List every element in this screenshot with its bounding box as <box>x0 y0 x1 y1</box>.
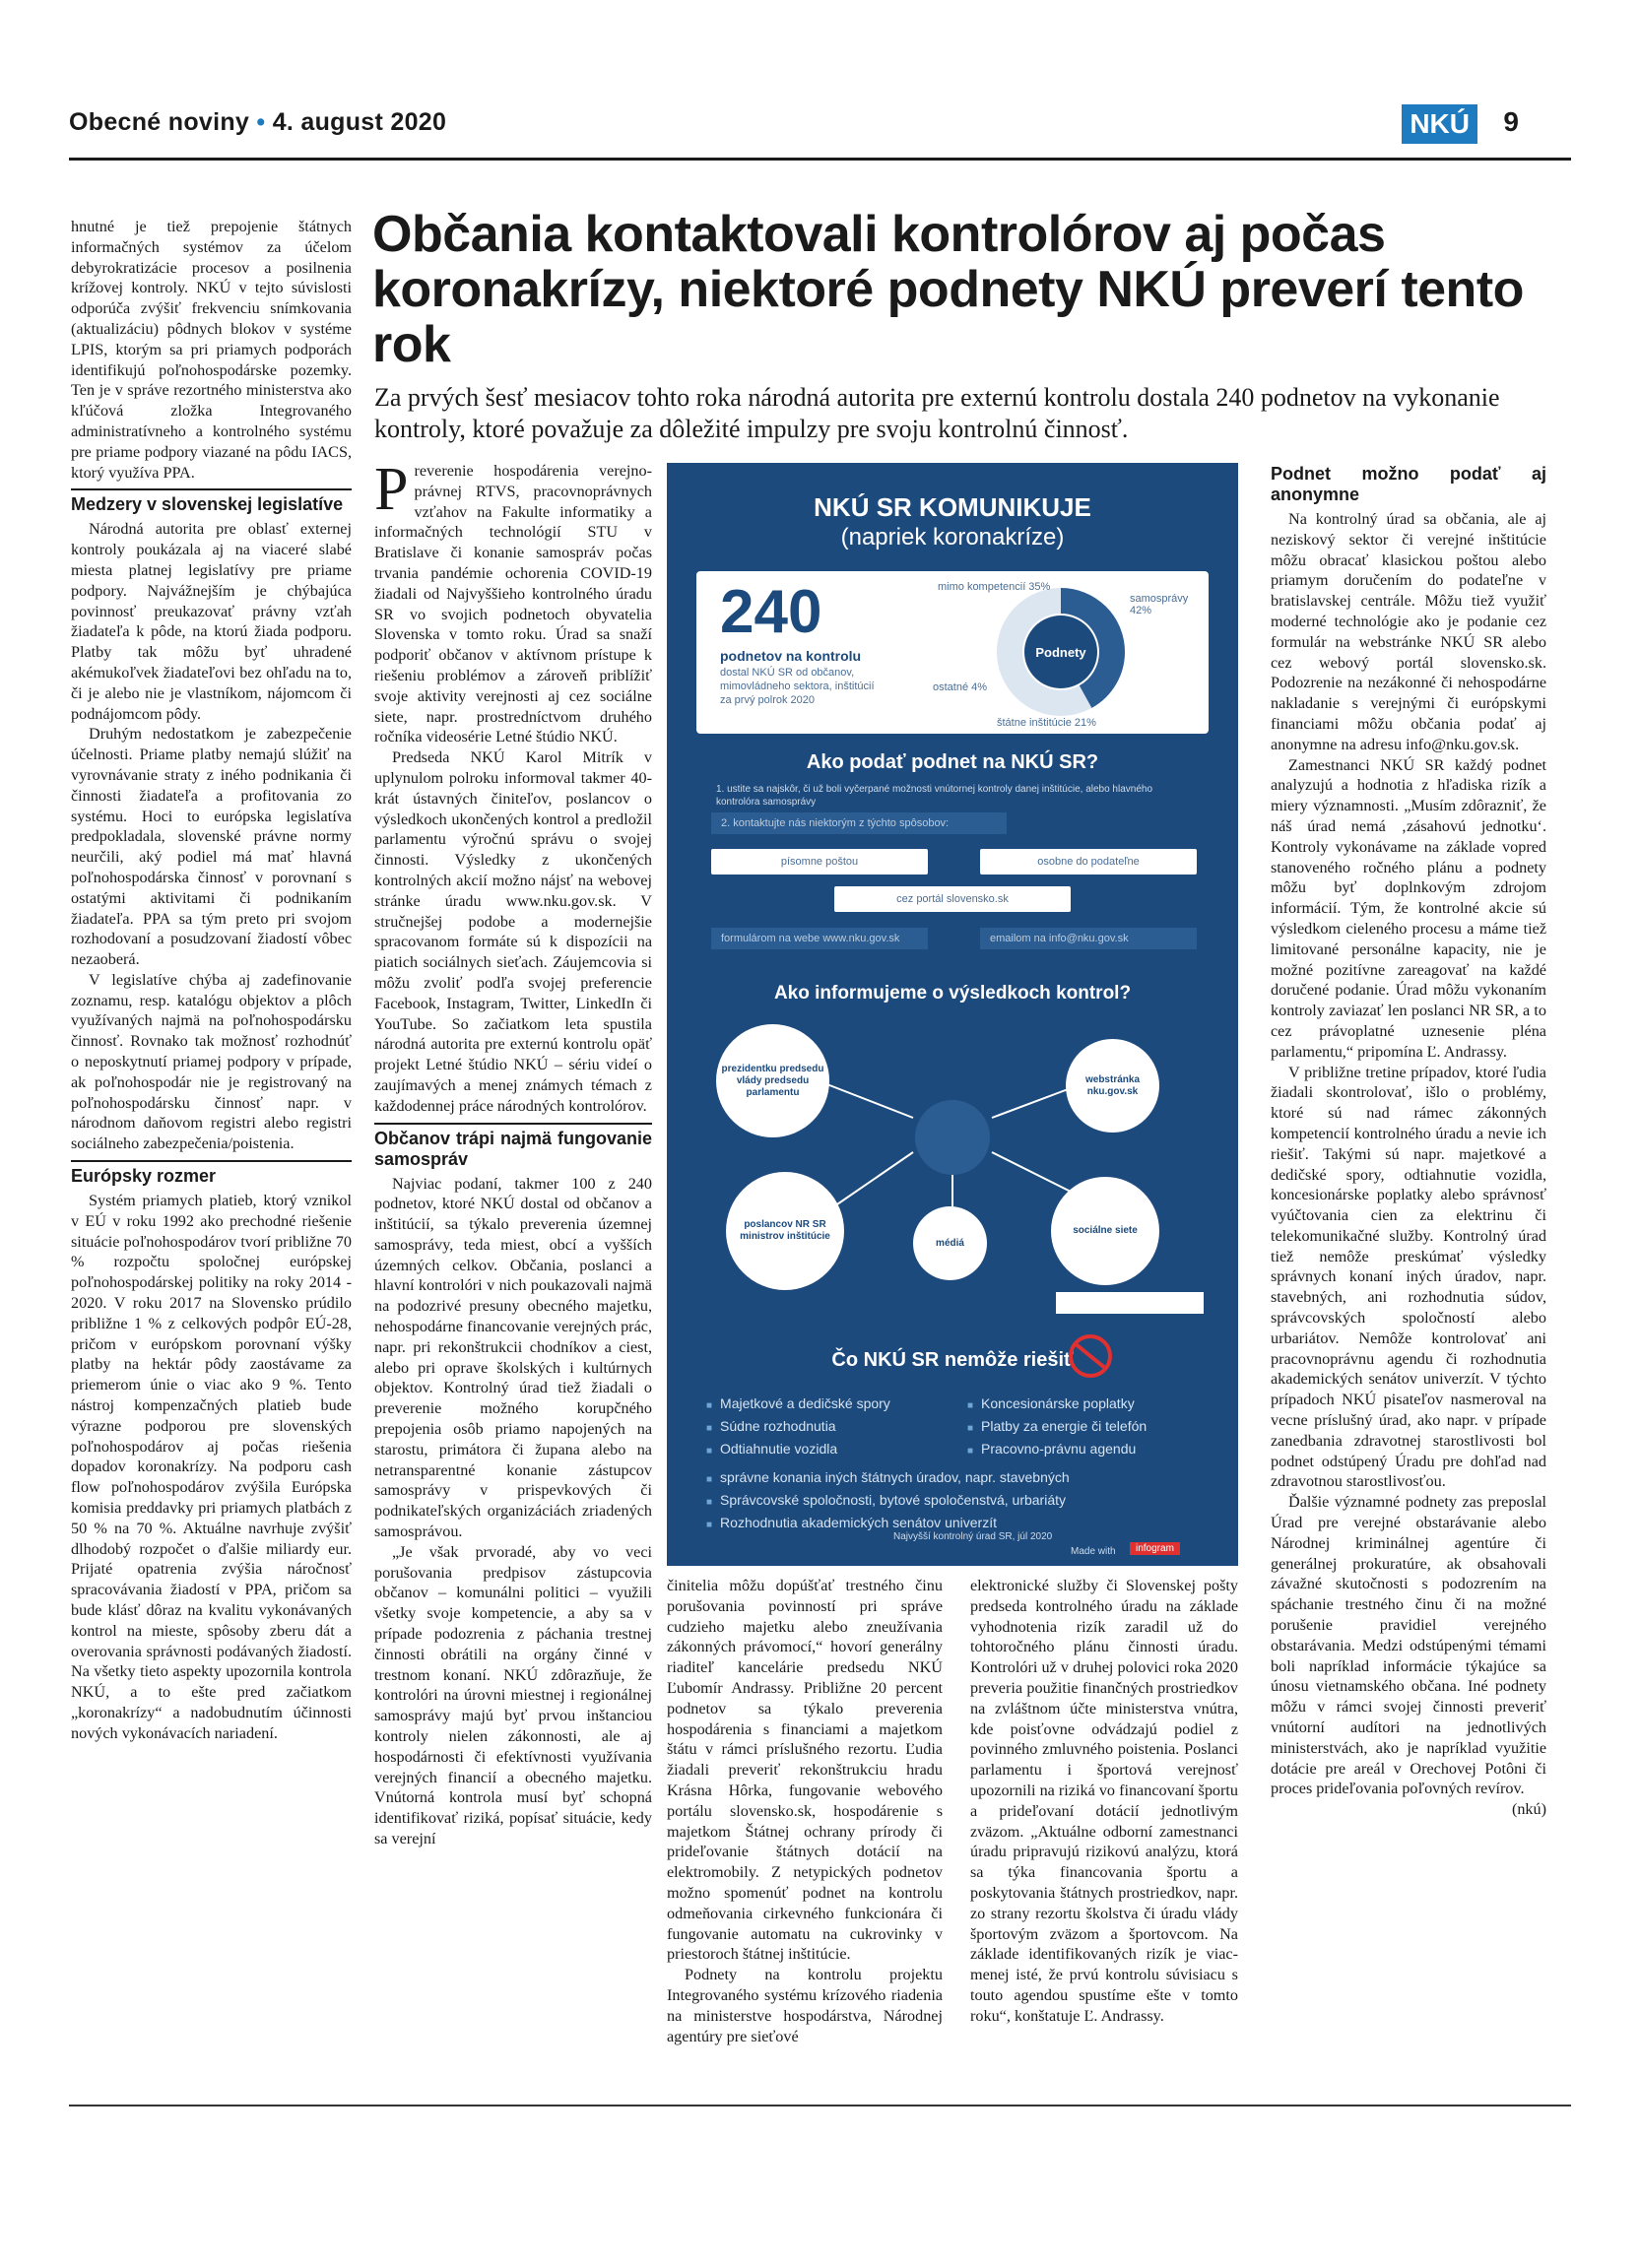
list-item: ■ správne konania iných štátnych úradov, napr. stavebných <box>706 1467 1218 1490</box>
donut-label: štátne inštitúcie 21% <box>997 717 1096 729</box>
column-1 <box>71 217 352 1744</box>
stats-card <box>696 571 1209 734</box>
section-title: Čo NKÚ SR nemôže riešiť <box>831 1349 1074 1371</box>
node-president: prezidentku predsedu vlády predsedu parlamentu <box>716 1024 829 1137</box>
paragraph: Zamestnanci NKÚ SR každý podnet analyzujú a hodnotia z hľadiska rizík a miery významnosti. „Musím zdôrazniť, že náš úrad nemá ‚zásahovú jednotku‘. Kontroly vykonávame na základe vopred stanoveného ročného plánu a podnety môžu byť doplnkovým zdrojom informácií. Tým, že kontrolné akcie sú výsledkom cieleného procesu a máme tiež limitované personálne kapacity, nie je možné pozitívne zareagovať na každé doručené podanie. Úrad môžu vykonaním kontroly zaviazať len poslanci NR SR, a to cez právoplatné uznesenie pléna parlamentu,“ pripomína Ľ. Andrassy. <box>1271 755 1546 1061</box>
donut-label: samosprávy 42% <box>1130 593 1189 616</box>
list-item: ■ Majetkové a dedičské spory <box>706 1393 952 1416</box>
list-item: ■ Správcovské spoločnosti, bytové spoločenstvá, urbariáty <box>706 1490 1218 1513</box>
section-title: Ako informujeme o výsledkoch kontrol? <box>773 983 1132 1004</box>
lead-paragraph: Za prvých šesť mesiacov tohto roka národná autorita pre externú kontrolu dostala 240 podnetov na vykonanie kontroly, ktoré považuje za dôležité impulzy pre svoju kontrolnú činnosť. <box>374 383 1500 443</box>
social-icons-bar <box>1056 1292 1204 1314</box>
donut-chart <box>992 583 1130 721</box>
node-media: médiá <box>913 1206 987 1280</box>
paragraph: hnutné je tiež prepojenie štátnych informačných systémov za účelom debyrokratizácie procesov a posilnenia krížovej kontroly. NKÚ v tejto súvislosti odporúča zvýšiť frekvenciu snímkovania (aktualizáciu) pôdnych blokov v systéme LPIS, ktorým sa pri priamych podporách identifikujú poľnohospodárske pozemky. Ten je v správe rezortného ministerstva ako kľúčová zložka Integrovaného administratívneho a kontrolného systému pre priame podpory viazané na pôdu IACS, ktorý využíva PPA. <box>71 218 352 482</box>
nku-logo: NKÚ <box>1402 104 1477 144</box>
headline: Občania kontaktovali kontrolórov aj počas koronakrízy, niektoré podnety NKÚ preverí tento rok <box>372 206 1524 373</box>
page-number: 9 <box>1503 106 1519 137</box>
count-description: dostal NKÚ SR od občanov, mimovládneho sektora, inštitúcií za prvý polrok 2020 <box>720 667 875 706</box>
paragraph: Ďalšie významné podnety zas preposlal Úrad pre verejné obstarávanie alebo Národnej kriminálnej agentúre či generálnej prokuratúre, ak obsahovali závažné skutočnosti s podozrením na spáchanie trestného činu či na možné porušenie pravidiel verejného obstarávania. Medzi odstúpenými témami boli napríklad informácie týkajúce sa únosu vietnamského občana. Iné podnety môžu v rámci svojej činnosti preveriť vnútorní audítori na jednotlivých ministerstvách, ako je napríklad využitie dotácie pre areál v Orechovej Potôni či proces prideľovania poľovných revírov. <box>1271 1493 1546 1798</box>
step-1: 1. ustite sa najskôr, či už boli vyčerpané možnosti vnútornej kontroly danej inštitúcie, alebo hlavného kontrolóra samosprávy <box>716 784 1153 808</box>
infogram-badge: infogram <box>1130 1542 1180 1555</box>
list-item: ■ Koncesionárske poplatky <box>967 1393 1223 1416</box>
paper-name: Obecné noviny <box>69 108 250 136</box>
contact-option: formulárom na webe www.nku.gov.sk <box>711 928 928 949</box>
donut-label: ostatné 4% <box>933 681 988 693</box>
eagle-emblem <box>915 1100 990 1175</box>
count-label: podnetov na kontrolu <box>720 648 862 664</box>
paragraph: Na kontrolný úrad sa občania, ale aj neziskový sektor či verejné inštitúcie môžu obracať klasickou poštou alebo priamym doručením do podateľne v bratislavskej centrále. Môžu tiež využiť moderné technológie ako je podanie cez formulár na webstránke NKÚ SR alebo cez webový portál slovensko.sk. Podozrenie na nezákonné či nehospodárne nakladanie s verejnými či európskymi financiami môžu občania podať aj anonymne na adresu info@nku.gov.sk. <box>1271 510 1546 753</box>
separator: • <box>256 108 266 136</box>
cannot-list-right <box>967 1393 1223 1461</box>
paragraph: činitelia môžu dopúšťať trestného činu porušovania povinností pri správe cudzieho majetku alebo zneužívania zákonných právomocí,“ hovorí generálny riaditeľ kancelárie predsedu NKÚ Ľubomír Andrassy. Približne 20 percent podnetov sa týkalo preverenia hospodárenia s financiami a majetkom štátu v rámci príslušného rezortu. Ľudia žiadali preveriť rekonštrukciu hradu Krásna Hôrka, fungovanie webového portálu slovensko.sk, hospodárenie s majetkom Štátnej ochrany prírody či prideľovanie štátnych dotácií na elektromobily. Z netypických podnetov možno spomenúť podnet na kontrolu odmeňovania cirkevného funkcionára či fungovanie automatu na cukrovinky v priestoroch štátnej inštitúcie. <box>667 1577 943 1964</box>
paragraph: Najviac podaní, takmer 100 z 240 podnetov, ktoré NKÚ dostal od občanov a inštitúcií, sa týkalo preverenia územnej samosprávy, teda miest, obcí a vyšších územných celkov. Občania, poslanci a hlavní kontrolóri v nich poukazovali najmä na podozrivé presuny obecného majetku, nehospodárne financovanie verejných prác, napr. pri rekonštrukcii chodníkov a ciest, alebo pri oprave školských i kultúrnych objektov. Kontrolný úrad tiež žiadali o preverenie možného korupčného prepojenia osôb priamo napojených na starostu, primátora či župana alebo na netransparentné konanie zástupcov samosprávy v prispevkových či podnikateľských organizáciách zriadených samosprávou. <box>374 1174 652 1541</box>
contact-option: písomne poštou <box>711 849 928 875</box>
cannot-list-bottom <box>706 1467 1218 1535</box>
paragraph: V legislatíve chýba aj zadefinovanie zoznamu, resp. katalógu objektov a plôch využívaných najmä na poľnohospodársku činnosť. Rovnako tak možnosť rozhodnúť o neposkytnutí priamej podpory v prípade, ak poľnohospodár nie je registrovaný na poľnohospodársku činnosť napr. v národnom daňovom registri alebo registri sociálneho zabezpečenia/poistenia. <box>71 970 352 1153</box>
list-item: ■ Pracovno-právnu agendu <box>967 1439 1223 1461</box>
column-5 <box>1271 458 1546 1820</box>
contact-option: osobne do podateľne <box>980 849 1197 875</box>
node-website: webstránka nku.gov.sk <box>1066 1039 1159 1133</box>
drop-cap: P <box>374 456 409 523</box>
column-3 <box>667 1576 943 2046</box>
infographic-title: NKÚ SR KOMUNIKUJE <box>814 492 1091 522</box>
paragraph: Druhým nedostatkom je zabezpečenie účelnosti. Priame platby nemajú slúžiť na vyrovnávanie straty z iného podnikania či činnosti žiadateľa a profitovania zo systému. Hoci to európska legislatíva predpokladala, slovenské právne normy neurčili, aký podiel má mať hlavná poľnohospodárska činnosť v porovnaní s ostatými aktivitami či podnikaním žiadateľa. PPA sa tým preto pri svojom rozhodovaní a posudzovaní žiadostí vôbec nezaoberá. <box>71 725 352 969</box>
paragraph: Predseda NKÚ Karol Mitrík v uplynulom polroku informoval takmer 40-krát ústavných činiteľov, poslancov o výsledkoch ukončených kontrol a predložil parlamentu výročnú správu o svojej činnosti. Výsledky z ukončených kontrolných akcií možno nájsť na webovej stránke úradu www.nku.gov.sk. V stručnejšej podobe a modernejšie spracovanom formáte sú k dispozícii na piatich sociálnych sieťach. Záujemcovia si môžu zvoliť podľa svojej preferencie Facebook, Instagram, Twitter, LinkedIn či YouTube. So začiatkom leta spustila národná autorita pre externú kontrolu opäť projekt Letné štúdio NKÚ – sériu videí o zaujímavých a menej známych témach z každodennej práce národných kontrolórov. <box>374 748 652 1115</box>
donut-label: mimo kompetencií 35% <box>938 581 1051 593</box>
step-2: 2. kontaktujte nás niektorým z týchto spôsobov: <box>711 812 1007 834</box>
section-title: Ako podať podnet na NKÚ SR? <box>806 751 1099 773</box>
node-parliament: poslancov NR SR ministrov inštitúcie <box>726 1172 844 1290</box>
paragraph: V približne tretine prípadov, ktoré ľudia žiadali skontrolovať, išlo o problémy, ktoré sú nad rámec zákonných kompetencií kontrolného úradu a nevie ich riešiť. Takými sú napr. majetkové a dedičské spory, odtiahnutie vozidla, koncesionárske poplatky alebo správnosť vyúčtovania cien za elektrinu či telekomunikačné služby. Kontrolný úrad tiež nemôže preskúmať výsledky správnych konaní iných úradov, napr. stavebných, ani rozhodnutia súdov, správcovských spoločností alebo urbariátov. Nemôže kontrolovať ani pracovnoprávnu agendu či rozhodnutia akademických senátov univerzít. V týchto prípadoch NKÚ pisateľov nasmeroval na vecne príslušný úrad, ako napr. v prípade zanedbania zdravotnej starostlivosti bol podnet odstúpený Úradu pre dohľad nad zdravotnou starostlivosťou. <box>1271 1063 1546 1491</box>
paragraph: Národná autorita pre oblasť externej kontroly poukázala aj na viaceré slabé miesta platnej legislatívy pre priame podpory. Najvážnejším je chýbajúca povinnosť preukazovať právny vzťah žiadateľa k pôde, na ktorú žiada podporu. Platby tak môžu byť uhradené akémukoľvek žiadateľovi bez ohľadu na to, či je alebo nie je vlastníkom, nájomcom či podnájomcom pôdy. <box>71 520 352 723</box>
column-4 <box>970 1576 1238 2027</box>
contact-option: emailom na info@nku.gov.sk <box>980 928 1197 949</box>
paragraph: Systém priamych platieb, ktorý vznikol v EÚ v roku 1992 ako prechodné riešenie situácie poľnohospodárov tvorí približne 70 % rozpočtu spoločnej európskej poľnohospodárskej politiky na roky 2014 - 2020. V roku 2017 na Slovensko prúdilo približne 1 % z celkových podpôr EÚ-28, pričom v európskom porovnaní výšky platby na hektár pôdy zaostávame za priemerom únie o viac ako 9 %. Tento nástroj kompenzačných platieb bude výrazne podporou pre slovenských poľnohospodárov aj počas riešenia dopadov koronakrízy. Na podporu cash flow poľnohospodárov zvýšila Európska komisia preddavky pri priamych platbách z 50 % na 70 %. Aktuálne navrhuje zvýšiť dlhodobý rozpočet o ďalšie miliardy eur. Prijaté opatrenia zvýšia náročnosť spracovávania žiadostí v PPA, pričom sa bude klásť dôraz na kvalitu vykonávaných kontrol na mieste, spôsoby zberu dát a overovania správnosti podávaných žiadostí. Na všetky tieto aspekty upozornila kontrola NKÚ, a to ešte pred začiatkom „koronakrízy“ a nadobudnutím účinnosti nových vykonávacích nariadení. <box>71 1192 352 1742</box>
subheading: Európsky rozmer <box>71 1160 352 1187</box>
count-value: 240 <box>720 578 822 646</box>
paragraph: „Je však prvoradé, aby vo veci porušovania predpisov zástupcovia občanov – komunálni politici – využili všetky svoje kompetencie, a aby sa v prípade podozrenia z páchania trestnej činnosti obrátili na orgány činné v trestnom konaní. NKÚ zdôrazňuje, že kontrolóri na úrovni miestnej i regionálnej samosprávy majú byť prvou inštanciou kontroly nielen zákonnosti, ale aj hospodárnosti či efektívnosti využívania verejných financií a obecného majetku. Vnútorná kontrola musí byť schopná identifikovať riziká, popísať situácie, kedy sa verejní <box>374 1542 652 1847</box>
subheading: Občanov trápi najmä fungovanie samospráv <box>374 1123 652 1170</box>
footer-rule <box>69 2105 1571 2106</box>
list-item: ■ Platby za energie či telefón <box>967 1416 1223 1439</box>
subheading: Podnet možno podať aj anonymne <box>1271 464 1546 504</box>
made-with-label: Made with <box>1071 1546 1116 1557</box>
issue-date: 4. august 2020 <box>272 108 447 136</box>
page-header <box>69 108 1566 148</box>
newspaper-masthead <box>69 108 446 137</box>
infographic-subtitle: (napriek koronakríze) <box>840 524 1065 551</box>
infographic <box>667 463 1238 1566</box>
contact-option: cez portál slovensko.sk <box>834 886 1071 912</box>
list-item: ■ Odtiahnutie vozidla <box>706 1439 952 1461</box>
list-item: ■ Rozhodnutia akademických senátov univerzít <box>706 1513 1218 1535</box>
list-item: ■ Súdne rozhodnutia <box>706 1416 952 1439</box>
subheading: Medzery v slovenskej legislatíve <box>71 488 352 515</box>
node-social: sociálne siete <box>1051 1177 1159 1285</box>
paragraph: Podnety na kontrolu projektu Integrovaného systému krízového riadenia na ministerstve hospodárstva, Národnej agentúry pre sieťové <box>667 1966 943 2045</box>
column-2 <box>374 456 652 1849</box>
infographic-footer: Najvyšší kontrolný úrad SR, júl 2020 <box>893 1531 1053 1542</box>
no-entry-icon <box>1061 1331 1120 1381</box>
paragraph: Preverenie hospodárenia verejno-právnej RTVS, pracovnoprávnych vzťahov na Fakulte informatiky a informačných technológií STU v Bratislave či konanie samospráv počas trvania pandémie ochorenia COVID-19 žiadali od Najvyššieho kontrolného úradu SR vo svojich podnetoch obyvatelia Slovenska v tomto roku. Úrad sa snaží podporiť občanov v aktívnom prístupe k riešeniu problémov a zároveň priblížiť svoje aktivity verejnosti aj cez sociálne siete, napr. prostredníctvom druhého ročníka videosérie Letné štúdio NKÚ. <box>374 456 652 746</box>
cannot-list-left <box>706 1393 952 1461</box>
header-rule <box>69 158 1571 161</box>
signature: (nkú) <box>1511 1800 1546 1819</box>
paragraph: elektronické služby či Slovenskej pošty predseda kontrolného úradu na základe vyhodnotenia rizík zaradil už do tohtoročného plánu činnosti úradu. Kontrolóri už v druhej polovici roka 2020 preveria použitie finančných prostriedkov na zvláštnom účte ministerstva vnútra, kde poisťovne odvádzajú podiel z povinného zmluvného poistenia. Poslanci parlamentu i športová verejnosť upozornili na riziká vo financovaní športu a prideľovaní dotácií jednotlivým zväzom. „Aktuálne odborní zamestnanci úradu pripravujú rizikovú analýzu, ktorá sa týka financovania športu a poskytovania štátnych prostriedkov, napr. zo strany rezortu školstva či úradu vlády športovým zväzom a športovcom. Na základe identifikovaných rizík je viac-menej isté, že prvú kontrolu súvisiacu s touto agendou spustíme ešte v tomto roku“, konštatuje Ľ. Andrassy. <box>970 1577 1238 2025</box>
donut-center-label: Podnety <box>1035 645 1086 660</box>
